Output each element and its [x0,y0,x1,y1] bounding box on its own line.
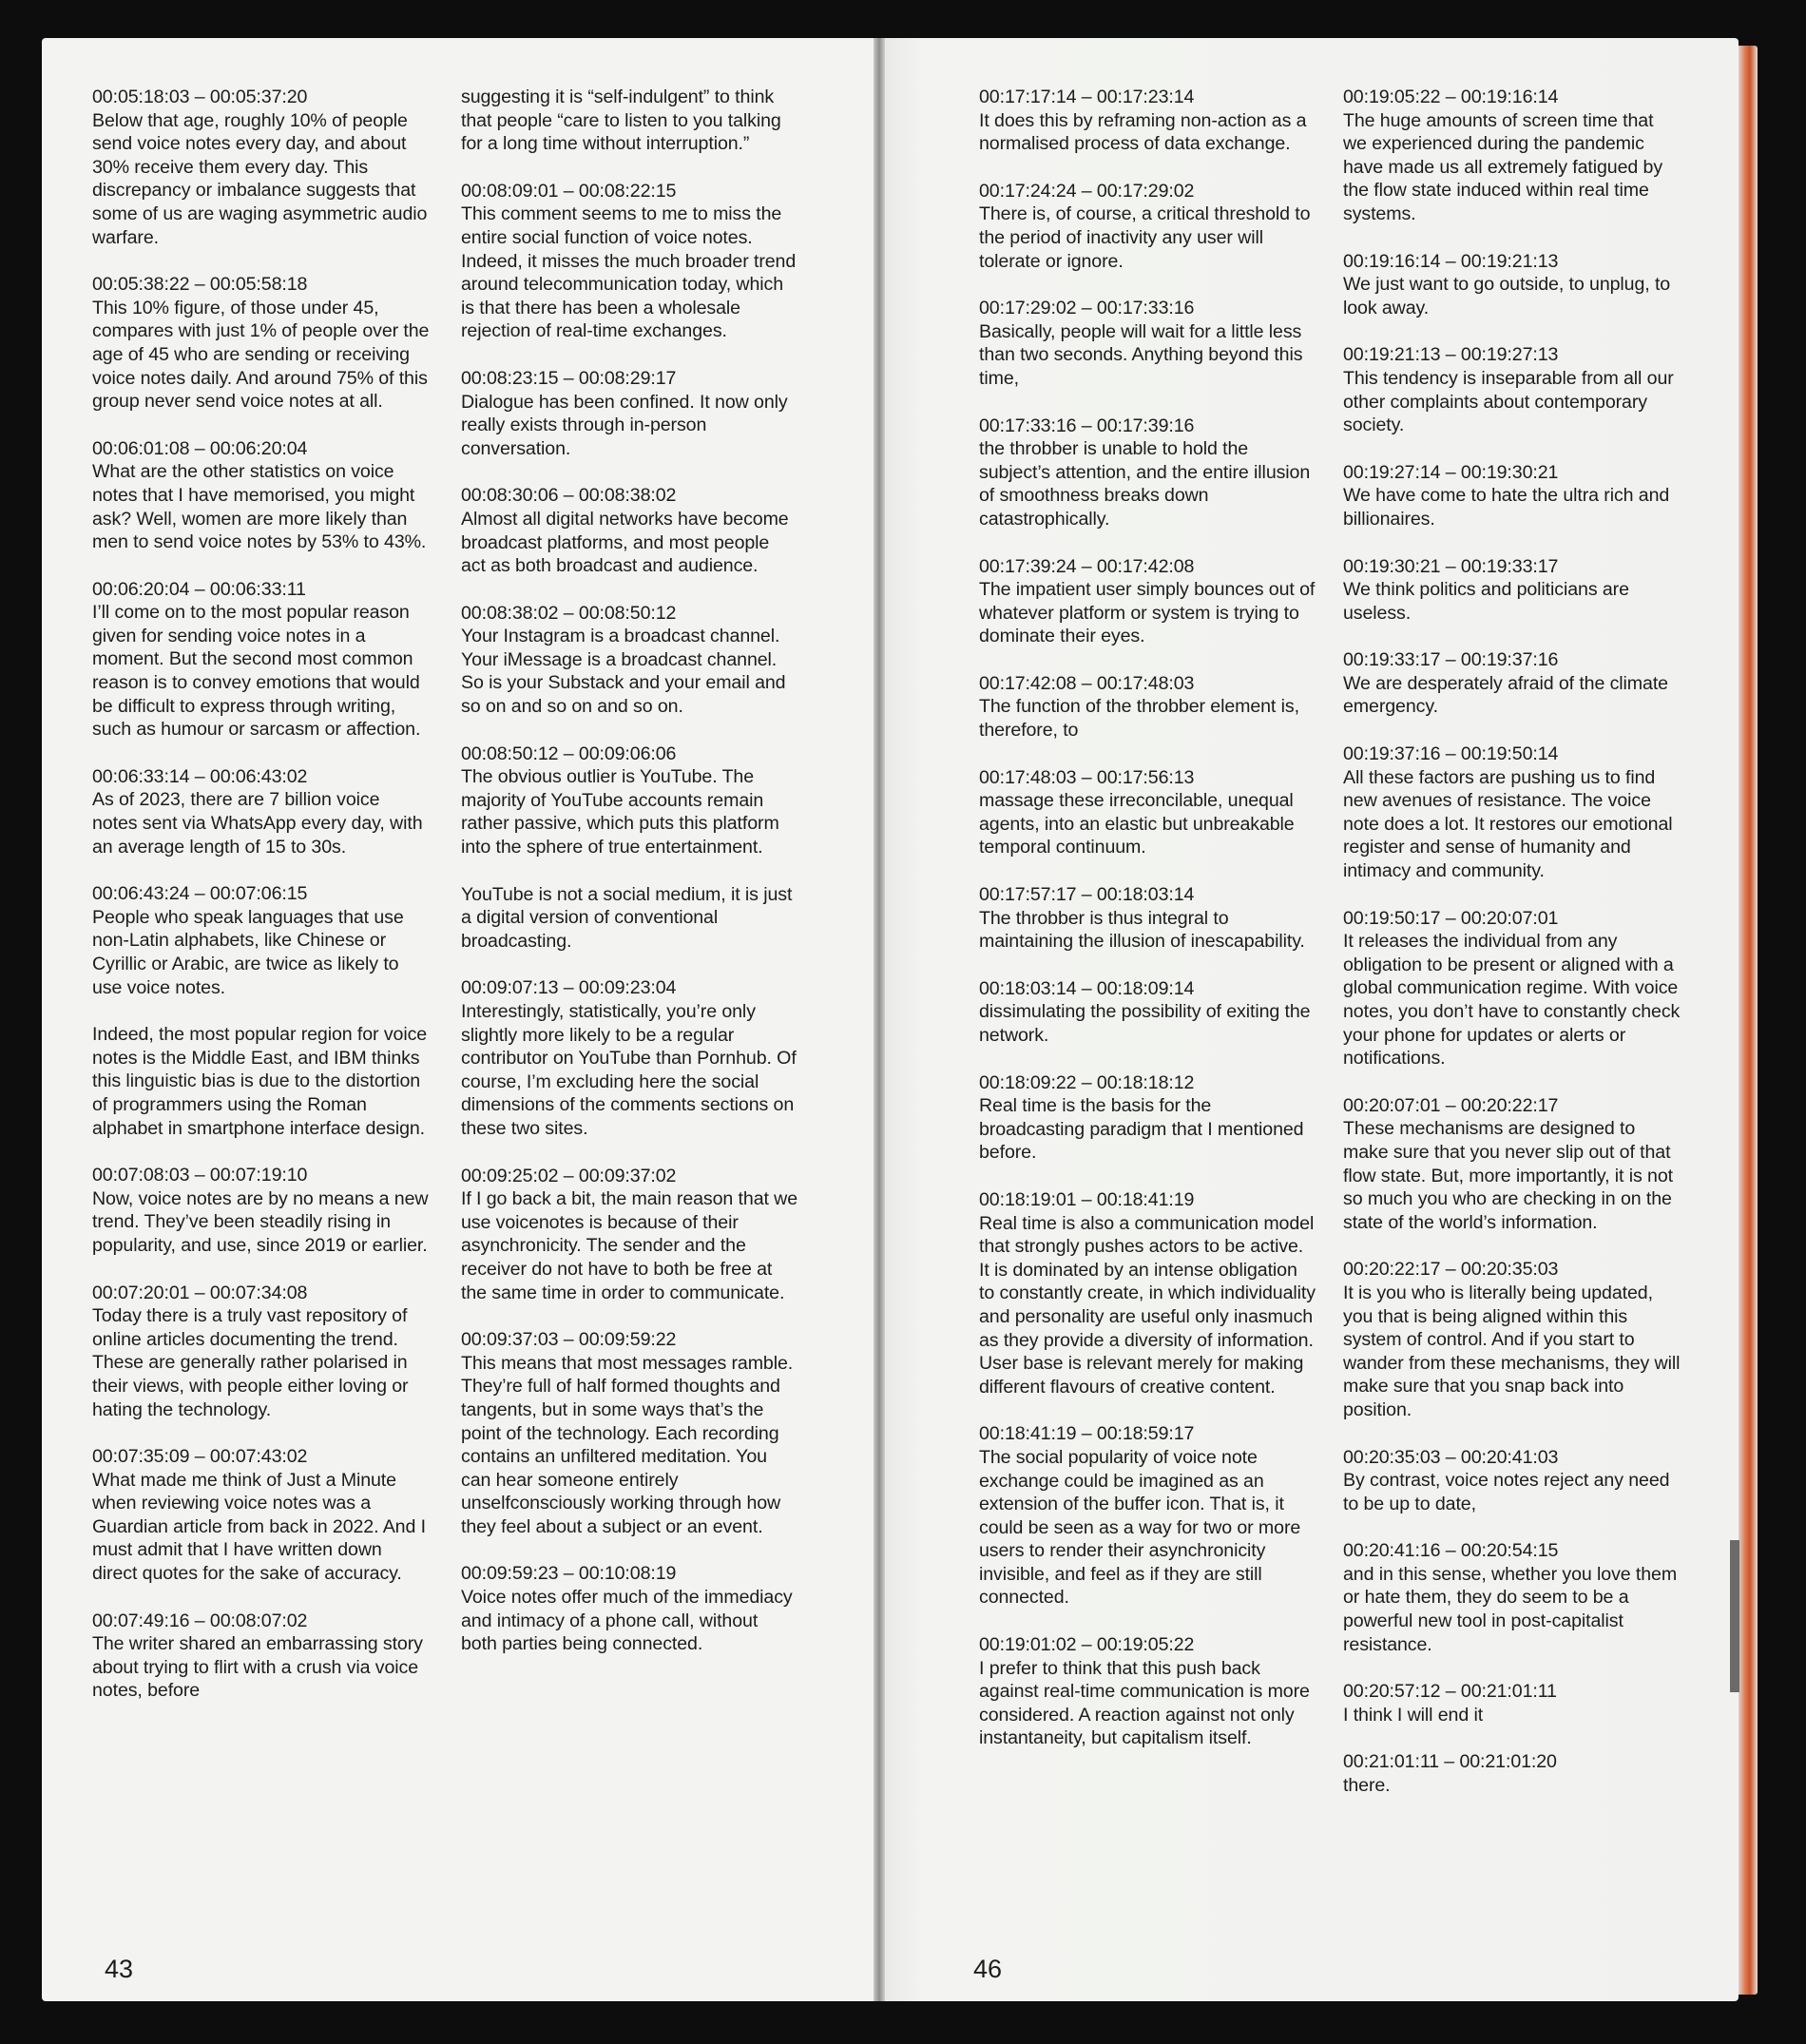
transcript-text: This tendency is inseparable from all our other complaints about contemporary society. [1343,367,1674,436]
left-page-column-1 [92,86,430,1726]
transcript-text: I prefer to think that this push back against real-time communication is more considered. A reaction against not only instantaneity, but capitalism itself. [979,1657,1310,1749]
page-number: 43 [105,1955,134,1983]
transcript-entry [979,1188,1316,1398]
transcript-text: Dialogue has been confined. It now only really exists through in-person conversation. [461,391,788,459]
transcript-entry [1343,742,1681,883]
transcript-entry [979,1633,1316,1750]
transcript-entry [461,883,798,954]
transcript-entry [461,484,798,577]
timecode: 00:07:49:16 – 00:08:07:02 [92,1610,308,1631]
transcript-entry [979,297,1316,390]
transcript-entry [461,976,798,1140]
transcript-text: and in this sense, whether you love them or hate them, they do seem to be a powerful new tool in post-capitalist resistance. [1343,1563,1678,1655]
transcript-entry [979,1422,1316,1610]
transcript-entry [92,1282,430,1422]
transcript-text: As of 2023, there are 7 billion voice notes sent via WhatsApp every day, with an average length of 15 to 30s. [92,789,423,858]
transcript-text: This comment seems to me to miss the entire social function of voice notes. Indeed, it misses the much broader trend around telecommunication today, which is that there has been a wholesale rejection of real-time exchanges. [461,203,797,342]
transcript-text: What made me think of Just a Minute when reviewing voice notes was a Guardian article from back in 2022. And I must admit that I have written down direct quotes for the sake of accuracy. [92,1469,426,1585]
transcript-entry [979,180,1316,273]
timecode: 00:20:22:17 – 00:20:35:03 [1343,1259,1559,1281]
timecode: 00:17:33:16 – 00:17:39:16 [979,415,1195,436]
timecode: 00:20:35:03 – 00:20:41:03 [1343,1446,1559,1468]
transcript-entry [979,672,1316,742]
transcript-text: We just want to go outside, to unplug, to look away. [1343,274,1671,318]
transcript-entry [1343,1446,1681,1516]
transcript-text: suggesting it is “self-indulgent” to think that people “care to listen to you talking for a long time without interruption.” [461,87,781,155]
transcript-entry [92,882,430,999]
page-edge-shadow [1730,1540,1739,1692]
transcript-entry [979,1071,1316,1165]
transcript-text: The obvious outlier is YouTube. The majority of YouTube accounts remain rather passive, which puts this platform into the sphere of true entertainment. [461,766,779,858]
transcript-text: dissimulating the possibility of exiting the network. [979,1001,1311,1046]
transcript-entry [92,765,430,858]
transcript-entry [461,86,798,156]
transcript-entry [92,273,430,414]
timecode: 00:17:24:24 – 00:17:29:02 [979,180,1195,202]
transcript-text: I think I will end it [1343,1704,1484,1726]
transcript-text: There is, of course, a critical threshold to the period of inactivity any user will tolerate or ignore. [979,203,1311,272]
timecode: 00:09:37:03 – 00:09:59:22 [461,1329,677,1351]
transcript-text: Real time is the basis for the broadcasting paradigm that I mentioned before. [979,1095,1304,1164]
timecode: 00:06:20:04 – 00:06:33:11 [92,578,306,600]
right-page-column-2 [1343,86,1681,1822]
transcript-text: Now, voice notes are by no means a new trend. They’ve been steadily rising in popularity, and use, since 2019 or earlier. [92,1187,429,1256]
page-number: 46 [973,1955,1003,1983]
transcript-entry [461,742,798,859]
timecode: 00:19:01:02 – 00:19:05:22 [979,1634,1195,1656]
transcript-entry [979,86,1316,156]
timecode: 00:19:30:21 – 00:19:33:17 [1343,555,1559,577]
timecode: 00:08:38:02 – 00:08:50:12 [461,602,677,624]
transcript-text: the throbber is unable to hold the subject’s attention, and the entire illusion of smoothness breaks down catastrophically. [979,438,1311,530]
transcript-text: We have come to hate the ultra rich and billionaires. [1343,485,1670,530]
timecode: 00:19:21:13 – 00:19:27:13 [1343,344,1559,366]
transcript-text: YouTube is not a social medium, it is just a digital version of conventional broadcasting. [461,883,793,952]
transcript-entry [92,1023,430,1140]
transcript-entry [1343,907,1681,1070]
timecode: 00:06:43:24 – 00:07:06:15 [92,883,308,905]
timecode: 00:05:18:03 – 00:05:37:20 [92,87,308,107]
transcript-text: These mechanisms are designed to make sure that you never slip out of that flow state. But, more importantly, it is not so much you who are checking in on the state of the world’s information. [1343,1118,1673,1233]
right-page [885,38,1739,2001]
transcript-entry [461,1328,798,1538]
transcript-entry [92,1445,430,1586]
timecode: 00:17:17:14 – 00:17:23:14 [979,87,1195,107]
transcript-entry [979,555,1316,648]
transcript-entry [1343,648,1681,719]
timecode: 00:21:01:11 – 00:21:01:20 [1343,1751,1557,1773]
transcript-text: This 10% figure, of those under 45, compares with just 1% of people over the age of 45 who are sending or receiving voice notes daily. And around 75% of this group never send voice notes at all. [92,297,430,413]
timecode: 00:06:01:08 – 00:06:20:04 [92,437,308,459]
transcript-text: The writer shared an embarrassing story about trying to flirt with a crush via voice notes, before [92,1633,423,1702]
transcript-text: Your Instagram is a broadcast channel. Your iMessage is a broadcast channel. So is your Substack and your email and so on and so on and so on. [461,626,786,718]
timecode: 00:19:16:14 – 00:19:21:13 [1343,250,1559,272]
transcript-text: This means that most messages ramble. They’re full of half formed thoughts and tangents, but in some ways that’s the point of the technology. Each recording contains an unfiltered meditation. You can hear someone entirely unselfconsciously working through how they feel about a subject or an event. [461,1352,794,1537]
transcript-entry [979,883,1316,954]
timecode: 00:05:38:22 – 00:05:58:18 [92,274,308,296]
transcript-entry [979,766,1316,859]
transcript-text: If I go back a bit, the main reason that we use voicenotes is because of their asynchronicity. The sender and the receiver do not have to both be free at the same time in order to communicate. [461,1188,798,1303]
transcript-entry [1343,1258,1681,1421]
transcript-text: People who speak languages that use non-Latin alphabets, like Chinese or Cyrillic or Arabic, are twice as likely to use voice notes. [92,906,404,998]
timecode: 00:07:20:01 – 00:07:34:08 [92,1282,308,1303]
timecode: 00:19:05:22 – 00:19:16:14 [1343,87,1559,107]
transcript-entry [979,977,1316,1048]
transcript-text: Voice notes offer much of the immediacy and intimacy of a phone call, without both parties being connected. [461,1587,793,1655]
timecode: 00:18:03:14 – 00:18:09:14 [979,977,1195,999]
transcript-text: The throbber is thus integral to maintaining the illusion of inescapability. [979,907,1305,953]
transcript-text: there. [1343,1775,1391,1797]
transcript-text: It is you who is literally being updated, you that is being aligned within this system of control. And if you start to wander from these mechanisms, they will make sure that you snap back into position. [1343,1282,1681,1420]
transcript-text: The function of the throbber element is, therefore, to [979,696,1299,742]
timecode: 00:07:08:03 – 00:07:19:10 [92,1165,308,1186]
transcript-text: It does this by reframing non-action as a normalised process of data exchange. [979,109,1307,155]
timecode: 00:17:42:08 – 00:17:48:03 [979,672,1195,694]
transcript-text: Basically, people will wait for a little less than two seconds. Anything beyond this time, [979,320,1303,389]
timecode: 00:09:59:23 – 00:10:08:19 [461,1563,677,1585]
timecode: 00:06:33:14 – 00:06:43:02 [92,765,308,787]
transcript-text: massage these irreconcilable, unequal agents, into an elastic but unbreakable temporal continuum. [979,790,1295,858]
page-edge-tab [1739,46,1758,1995]
transcript-text: Real time is also a communication model that strongly pushes actors to be active. It is dominated by an intense obligation to constantly create, in which individuality and personality are useful only inasmuch as they provide a diversity of information. User base is relevant merely for making different flavours of creative content. [979,1212,1316,1398]
transcript-entry [1343,343,1681,436]
timecode: 00:18:41:19 – 00:18:59:17 [979,1423,1195,1445]
transcript-entry [461,602,798,719]
timecode: 00:08:23:15 – 00:08:29:17 [461,367,677,389]
transcript-entry [1343,555,1681,626]
timecode: 00:19:50:17 – 00:20:07:01 [1343,907,1559,929]
transcript-entry [92,1164,430,1257]
transcript-entry [1343,1750,1681,1797]
left-page [42,38,874,2001]
transcript-entry [92,437,430,554]
timecode: 00:20:07:01 – 00:20:22:17 [1343,1094,1559,1116]
transcript-text: Almost all digital networks have become broadcast platforms, and most people act as both broadcast and audience. [461,508,789,577]
transcript-text: Interestingly, statistically, you’re only slightly more likely to be a regular contributor on YouTube than Pornhub. Of course, I’m excluding here the social dimensions of the comments sections on these two sites. [461,1001,797,1139]
timecode: 00:19:37:16 – 00:19:50:14 [1343,743,1559,765]
transcript-text: The social popularity of voice note exchange could be imagined as an extension of the buffer icon. That is, it could be seen as a way for two or more users to render their asynchronicity invisible, and feel as if they are still connected. [979,1446,1301,1609]
transcript-text: It releases the individual from any obligation to be present or aligned with a global communication regime. With voice notes, you don’t have to constantly check your phone for updates or alerts or notifications. [1343,931,1681,1070]
transcript-entry [1343,1680,1681,1726]
transcript-entry [1343,86,1681,226]
timecode: 00:09:25:02 – 00:09:37:02 [461,1165,677,1186]
timecode: 00:19:27:14 – 00:19:30:21 [1343,461,1559,483]
transcript-text: I’ll come on to the most popular reason given for sending voice notes in a moment. But the second most common reason is to convey emotions that would be difficult to express through writing, such as humour or sarcasm or affection. [92,602,421,741]
right-page-column-1 [979,86,1316,1774]
timecode: 00:08:30:06 – 00:08:38:02 [461,485,677,507]
left-page-column-2 [461,86,798,1680]
transcript-text: By contrast, voice notes reject any need to be up to date, [1343,1470,1670,1514]
timecode: 00:18:19:01 – 00:18:41:19 [979,1188,1195,1210]
transcript-text: All these factors are pushing us to find new avenues of resistance. The voice note does a lot. It restores our emotional register and sense of humanity and intimacy and community. [1343,766,1673,882]
transcript-entry [461,1562,798,1655]
transcript-entry [1343,1094,1681,1235]
timecode: 00:08:09:01 – 00:08:22:15 [461,180,677,202]
timecode: 00:19:33:17 – 00:19:37:16 [1343,649,1559,671]
timecode: 00:17:29:02 – 00:17:33:16 [979,298,1195,319]
transcript-entry [461,1165,798,1305]
timecode: 00:18:09:22 – 00:18:18:12 [979,1071,1195,1093]
transcript-entry [1343,461,1681,531]
timecode: 00:17:48:03 – 00:17:56:13 [979,766,1195,788]
transcript-text: Indeed, the most popular region for voice notes is the Middle East, and IBM thinks this linguistic bias is due to the distortion of programmers using the Roman alphabet in smartphone interface design. [92,1024,428,1139]
transcript-entry [92,1610,430,1703]
timecode: 00:07:35:09 – 00:07:43:02 [92,1446,308,1468]
transcript-text: The impatient user simply bounces out of whatever platform or system is trying to dominate their eyes. [979,579,1316,647]
transcript-entry [461,367,798,460]
transcript-entry [979,415,1316,531]
transcript-entry [92,86,430,249]
transcript-entry [92,578,430,742]
book-gutter [874,38,885,2001]
transcript-text: The huge amounts of screen time that we experienced during the pandemic have made us all extremely fatigued by the flow state induced within real time systems. [1343,109,1663,224]
timecode: 00:20:41:16 – 00:20:54:15 [1343,1540,1559,1562]
transcript-entry [1343,1539,1681,1656]
transcript-entry [1343,250,1681,320]
transcript-text: We are desperately afraid of the climate emergency. [1343,672,1668,718]
transcript-entry [461,180,798,343]
transcript-text: Today there is a truly vast repository of online articles documenting the trend. These are generally rather polarised in their views, with people either loving or hating the technology. [92,1305,409,1420]
timecode: 00:09:07:13 – 00:09:23:04 [461,977,677,999]
timecode: 00:17:39:24 – 00:17:42:08 [979,555,1195,577]
transcript-text: What are the other statistics on voice notes that I have memorised, you might ask? Well, women are more likely than men to send voice notes by 53% to 43%. [92,461,427,553]
transcript-text: Below that age, roughly 10% of people send voice notes every day, and about 30% receive them every day. This discrepancy or imbalance suggests that some of us are waging asymmetric audio warfare. [92,109,428,248]
timecode: 00:08:50:12 – 00:09:06:06 [461,742,677,764]
transcript-text: We think politics and politicians are useless. [1343,579,1629,624]
timecode: 00:20:57:12 – 00:21:01:11 [1343,1681,1557,1703]
timecode: 00:17:57:17 – 00:18:03:14 [979,884,1195,906]
